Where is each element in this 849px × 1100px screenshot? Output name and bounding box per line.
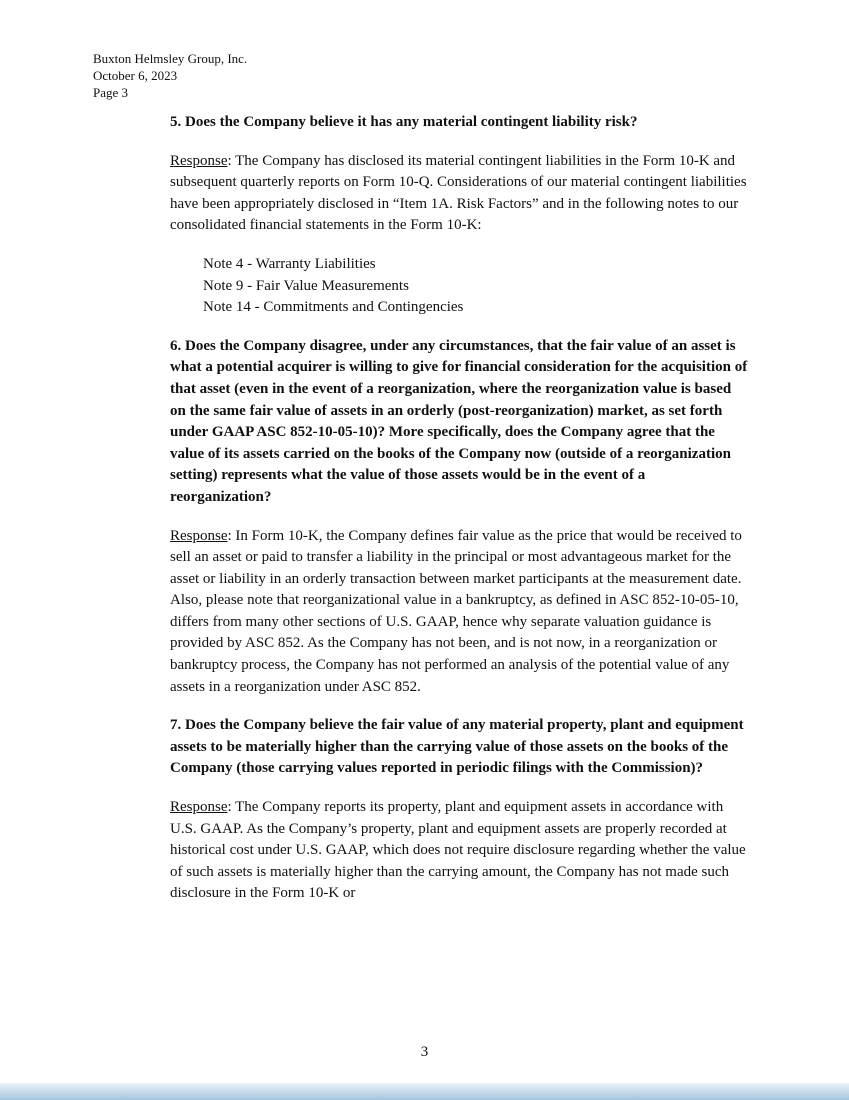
company-name: Buxton Helmsley Group, Inc. [93,51,248,66]
response-7 [170,797,748,905]
response-6-label: Response [170,527,228,544]
response-6 [170,526,748,699]
scan-artifact-bar [0,1083,849,1100]
question-7-section [170,715,748,905]
letterhead [93,50,247,101]
response-5-label: Response [170,152,228,169]
page-footer [0,1044,849,1061]
question-5: 5. Does the Company believe it has any material contingent liability risk? [170,114,638,130]
response-7-text: : The Company reports its property, plant and equipment assets in accordance with U.S. GAAP. As the Company’s property, plant and equipment assets are properly recorded at historical cost under U.S. GAAP, which does not require disclosure regarding whether the value of such assets is materially higher than the carrying amount, the Company has not made such disclosure in the Form 10-K or [170,799,746,902]
response-6-text: : In Form 10-K, the Company defines fair value as the price that would be received to sell an asset or paid to transfer a liability in the principal or most advantageous market for the asset or liability in an orderly transaction between market participants at the measurement date. Also, please note that reorganizational value in a bankruptcy, as defined in ASC 852-10-05-10, differs from many other sections of U.S. GAAP, hence why separate valuation guidance is provided by ASC 852. As the Company has not been, and is not now, in a reorganization or bankruptcy process, the Company has not performed an analysis of the potential value of any assets in a reorganization under ASC 852. [170,527,742,695]
question-7: 7. Does the Company believe the fair value of any material property, plant and equipment assets to be materially higher than the carrying value of those assets on the books of the Company (those carrying values reported in periodic filings with the Commission)? [170,717,744,777]
page-label: Page 3 [93,85,129,100]
note-item: Note 4 - Warranty Liabilities [203,255,376,272]
response-5-text: : The Company has disclosed its material contingent liabilities in the Form 10-K and subsequent quarterly reports on Form 10-Q. Considerations of our material contingent liabilities have been appropriately disclosed in “Item 1A. Risk Factors” and in the following notes to our consolidated financial statements in the Form 10-K: [170,152,747,234]
question-6-section [170,336,748,699]
response-5 [170,151,748,237]
letter-date: October 6, 2023 [93,68,178,83]
letter-body [170,112,748,922]
note-item: Note 14 - Commitments and Contingencies [203,299,464,316]
question-6: 6. Does the Company disagree, under any circumstances, that the fair value of an asset is what a potential acquirer is willing to give for financial consideration for the acquisition of that asset (even in the event of a reorganization, where the reorganization value is based on the same fair value of assets in an orderly (post-reorganization) market, as set forth under GAAP ASC 852-10-05-10)? More specifically, does the Company agree that the value of its assets carried on the books of the Company now (outside of a reorganization setting) represents what the value of those assets would be in the event of a reorganization? [170,337,748,505]
page-number: 3 [420,1044,429,1060]
notes-list [203,254,748,319]
response-7-label: Response [170,799,228,816]
note-item: Note 9 - Fair Value Measurements [203,277,409,294]
question-5-section [170,112,748,319]
